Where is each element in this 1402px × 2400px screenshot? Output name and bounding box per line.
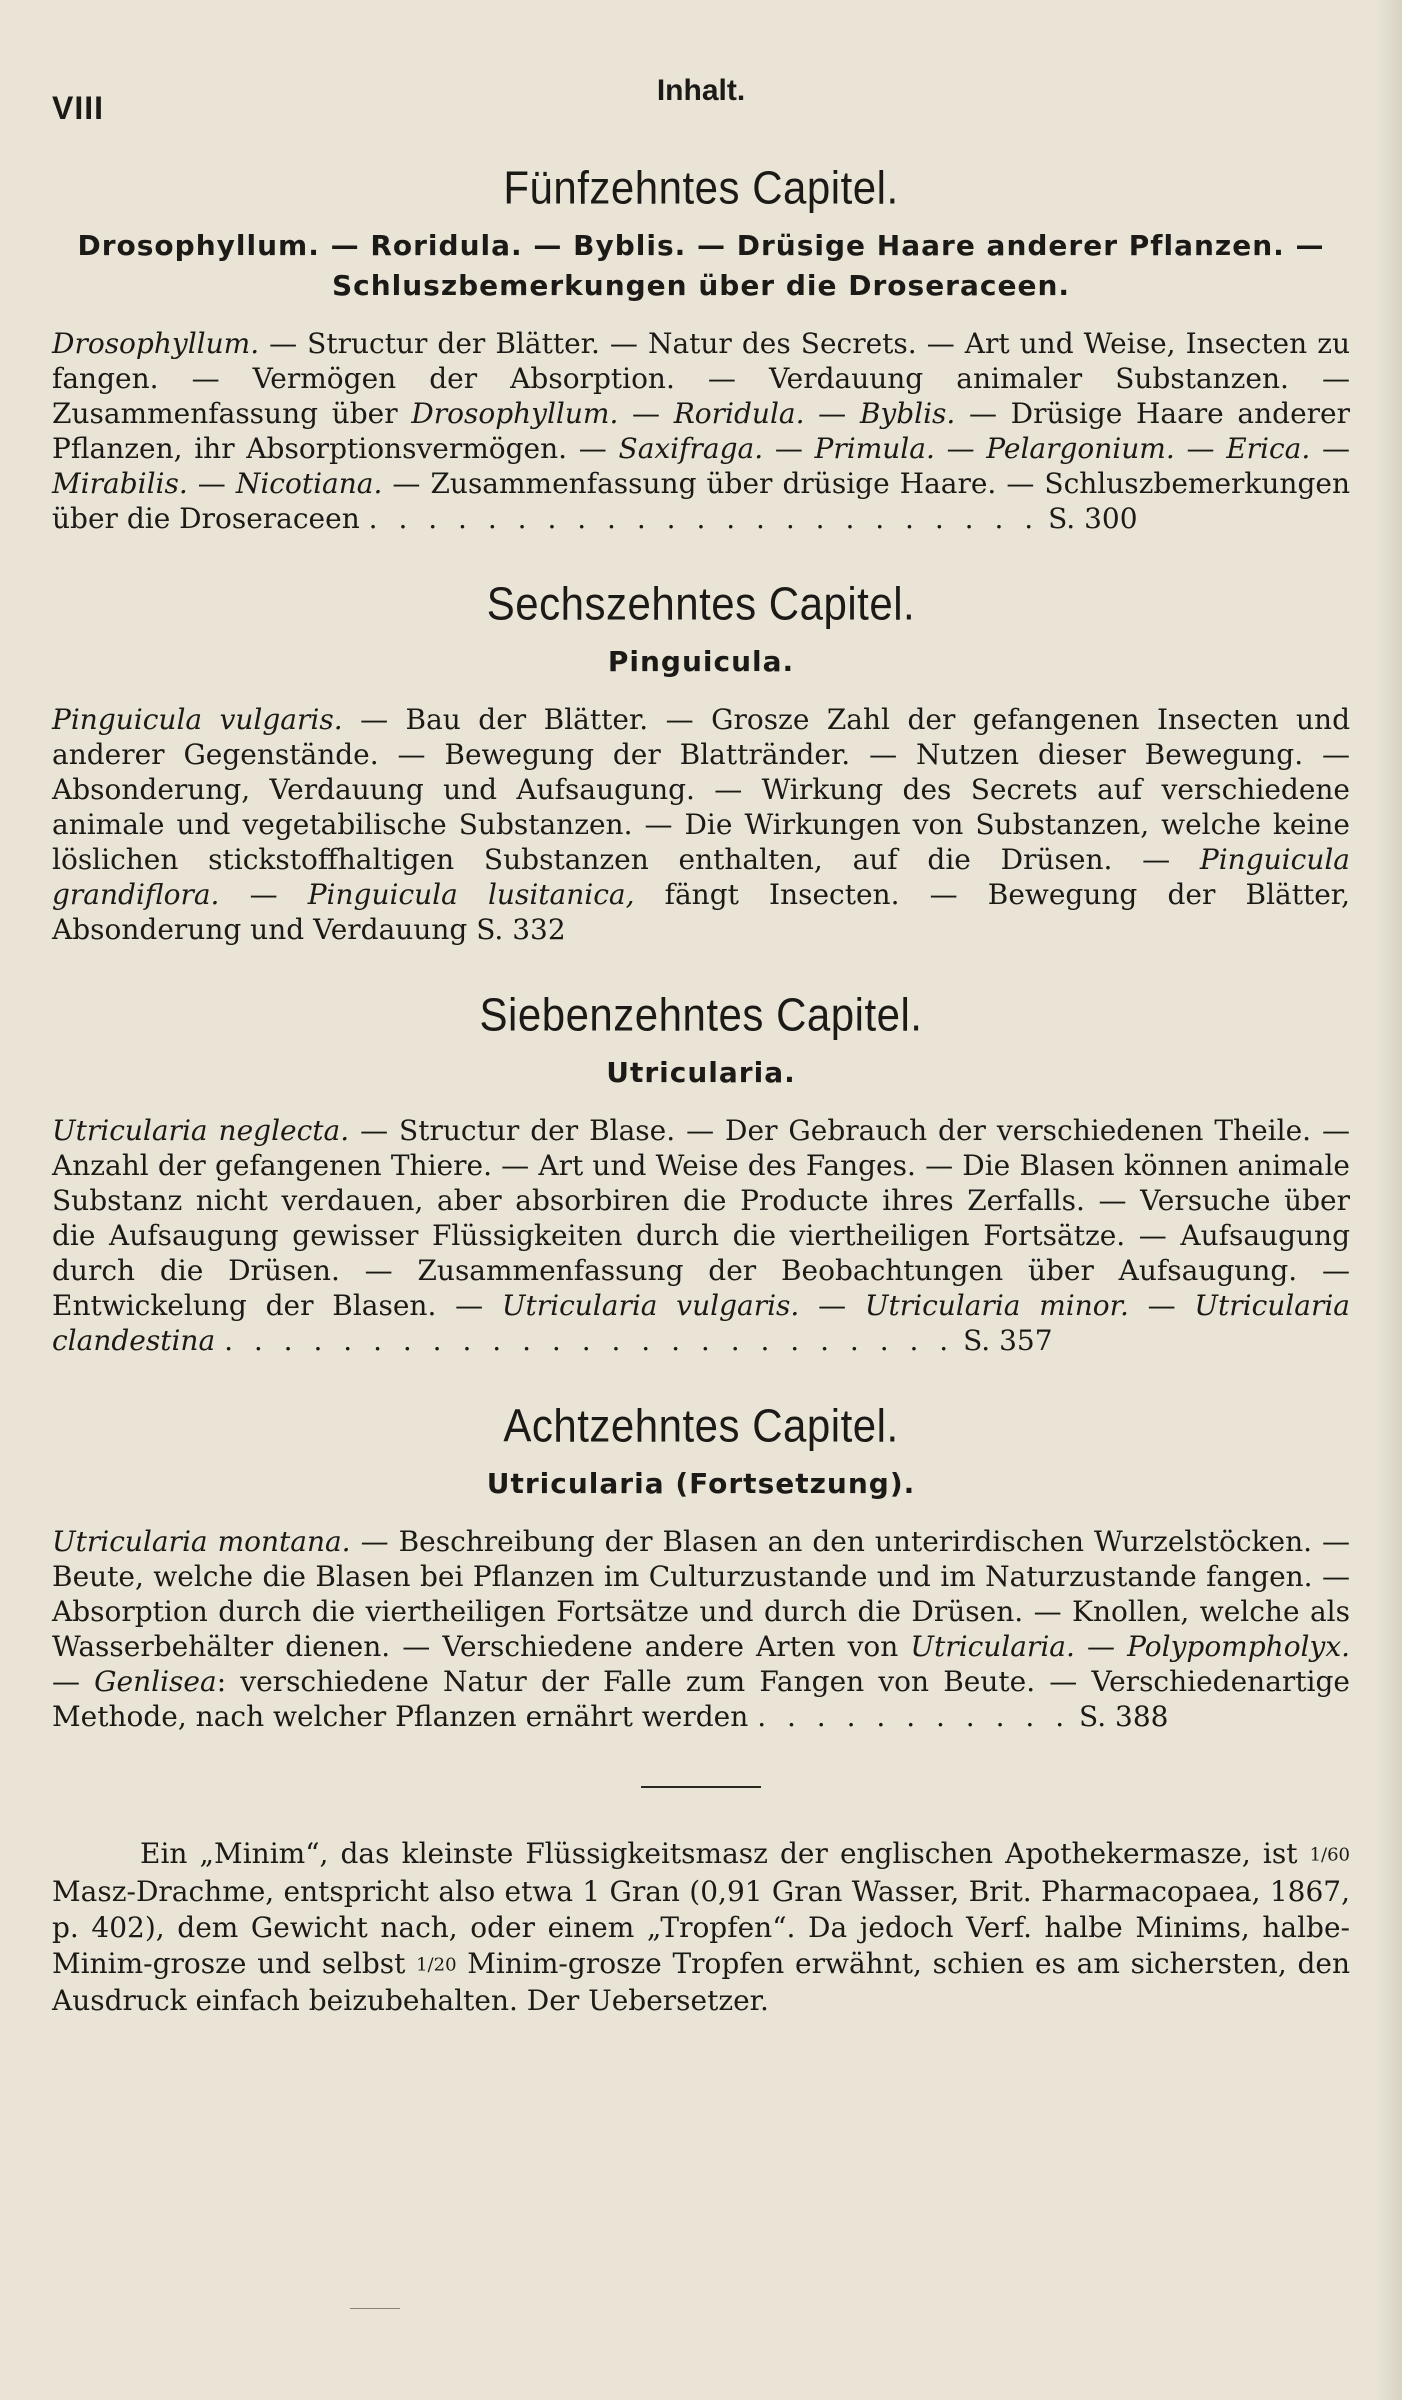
summary-text: — Drüsige Haare anderer Pflanzen, ihr Absorptionsvermögen. — xyxy=(52,397,1350,465)
chapter-entry xyxy=(52,988,1350,1358)
chapter-entry xyxy=(52,161,1350,536)
table-of-contents xyxy=(52,161,1351,1734)
translator-footnote xyxy=(52,1836,1350,2019)
chapter-entry xyxy=(52,577,1351,947)
italic-term: Pinguicula lusitanica, xyxy=(307,878,635,911)
footnote-text: Minim-grosze Tropfen erwähnt, schien es am sichersten, den Ausdruck einfach beizubehalten. Der Uebersetzer. xyxy=(52,1946,1350,2017)
italic-term: Byblis. xyxy=(859,397,956,430)
summary-text: — Structur der Blase. — Der Gebrauch der verschiedenen Theile. — Anzahl der gefangenen Thiere. — Art und Weise des Fanges. — Die Blasen können animale Substanz nicht verdauen, aber absorbiren die Producte ihres Zerfalls. — Versuche über die Aufsaugung gewisser Flüssigkeiten durch die viertheiligen Fortsätze. — Aufsaugung durch die Drüsen. — Zusammenfassung der Beobachtungen über Aufsaugung. — Entwickelung der Blasen. — xyxy=(52,1114,1350,1322)
italic-term: Utricularia. xyxy=(910,1630,1075,1663)
page-reference: S. 332 xyxy=(476,913,566,946)
summary-text: — Structur der Blätter. — Natur des Secrets. — Art und Weise, Insecten zu fangen. — Vermögen der Absorption. — Verdauung animaler Substanzen. — Zusammenfassung über xyxy=(52,327,1350,430)
chapter-summary xyxy=(52,1524,1350,1734)
chapter-title: Fünfzehntes Capitel. xyxy=(503,161,899,214)
page-reference: S. 300 xyxy=(1048,502,1138,535)
page-reference: S. 357 xyxy=(963,1324,1053,1357)
italic-term: Genlisea xyxy=(94,1665,217,1698)
footnote-text: Ein „Minim“, das kleinste Flüssigkeitsmasz der englischen Apothekermasze, ist xyxy=(140,1837,1310,1870)
chapter-summary xyxy=(52,326,1350,536)
italic-term: Pinguicula vulgaris. xyxy=(52,703,343,736)
italic-term: Drosophyllum. xyxy=(411,397,619,430)
italic-term: Utricularia vulgaris. xyxy=(501,1289,800,1322)
summary-text: — Bau der Blätter. — Grosze Zahl der gefangenen Insecten und anderer Gegenstände. — Bewegung der Blattränder. — Nutzen dieser Bewegung. — Absonderung, Verdauung und Aufsaugung. — Wirkung des Secrets auf verschiedene animale und vegetabilische Substanzen. — Die Wirkungen von Substanzen, welche keine löslichen stickstoffhaltigen Substanzen enthalten, auf die Drüsen. — xyxy=(52,703,1350,876)
summary-text: — xyxy=(618,397,674,430)
faint-rule xyxy=(350,2308,400,2309)
italic-term: Primula. xyxy=(814,432,935,465)
italic-term: Roridula. xyxy=(673,397,805,430)
summary-text: : verschiedene Natur der Falle zum Fangen von Beute. — Verschiedenartige Methode, nach welcher Pflanzen ernährt werden xyxy=(52,1665,1350,1733)
running-head: Inhalt. xyxy=(656,74,746,107)
italic-term: Utricularia minor. xyxy=(864,1289,1129,1322)
fraction: 1/60 xyxy=(1309,1844,1350,1866)
summary-text: — xyxy=(1128,1289,1195,1322)
summary-text: — xyxy=(1074,1630,1128,1663)
summary-text: — xyxy=(763,432,815,465)
page-edge-shadow xyxy=(1376,0,1402,2400)
italic-term: Utricularia montana. xyxy=(52,1525,351,1558)
summary-text: — xyxy=(187,467,236,500)
summary-text: — xyxy=(1310,432,1350,465)
italic-term: Polypompholyx. xyxy=(1127,1630,1351,1663)
italic-term: Nicotiana. xyxy=(235,467,383,500)
summary-text: — Beschreibung der Blasen an den unterirdischen Wurzelstöcken. — Beute, welche die Blasen bei Pflanzen im Culturzustande und im Naturzustande fangen. — Absorption durch die viertheiligen Fortsätze und durch die Drüsen. — Knollen, welche als Wasserbehälter dienen. — Verschiedene andere Arten von xyxy=(52,1525,1351,1663)
summary-text: — Zusammenfassung über drüsige Haare. — Schluszbemerkungen über die Droseraceen xyxy=(52,467,1350,535)
summary-text: — xyxy=(52,1665,95,1698)
footnote-text: Masz-Drachme, entspricht also etwa 1 Gran (0,91 Gran Wasser, Brit. Pharmacopaea, 1867, p. 402), dem Gewicht nach, oder einem „Tropfen“. Da jedoch Verf. halbe Minims, halbe-Minim-grosze und selbst xyxy=(52,1874,1350,1980)
summary-text: — xyxy=(219,878,308,911)
dot-leader: . . . . . . . . . . . xyxy=(757,1700,1071,1733)
chapter-subtitle: Drosophyllum. — Roridula. — Byblis. — Drüsige Haare anderer Pflanzen. — Schluszbemerkungen über die Droseraceen. xyxy=(77,229,1325,302)
italic-term: Saxifraga. xyxy=(618,432,764,465)
summary-text: — xyxy=(934,432,987,465)
summary-text: fängt Insecten. — Bewegung der Blätter, Absonderung und Verdauung xyxy=(52,878,1351,946)
fraction: 1/20 xyxy=(416,1954,457,1975)
italic-term: Erica. xyxy=(1226,432,1311,465)
summary-text: — xyxy=(1174,432,1227,465)
summary-text: — xyxy=(799,1289,865,1322)
chapter-summary xyxy=(52,1113,1350,1358)
chapter-summary xyxy=(52,702,1350,947)
dot-leader: . . . . . . . . . . . . . . . . . . . . . . . . . xyxy=(224,1324,955,1357)
chapter-entry xyxy=(52,1399,1351,1734)
chapter-subtitle: Utricularia. xyxy=(606,1056,796,1089)
italic-term: Utricularia clandestina xyxy=(52,1289,1350,1357)
italic-term: Drosophyllum. xyxy=(52,327,260,360)
chapter-subtitle: Utricularia (Fortsetzung). xyxy=(486,1467,916,1500)
page-header xyxy=(52,70,1350,130)
italic-term: Mirabilis. xyxy=(52,467,188,500)
separator-rule xyxy=(641,1786,761,1788)
chapter-title: Sechszehntes Capitel. xyxy=(486,577,916,630)
page-number: VIII xyxy=(52,90,105,126)
italic-term: Pinguicula grandiflora. xyxy=(52,843,1350,911)
chapter-title: Achtzehntes Capitel. xyxy=(503,1399,899,1452)
summary-text: — xyxy=(804,397,860,430)
italic-term: Pelargonium. xyxy=(986,432,1175,465)
italic-term: Utricularia neglecta. xyxy=(52,1114,350,1147)
dot-leader: . . . . . . . . . . . . . . . . . . . . . . . xyxy=(368,502,1040,535)
chapter-subtitle: Pinguicula. xyxy=(607,645,795,678)
chapter-title: Siebenzehntes Capitel. xyxy=(479,988,923,1041)
page-reference: S. 388 xyxy=(1079,1700,1169,1733)
